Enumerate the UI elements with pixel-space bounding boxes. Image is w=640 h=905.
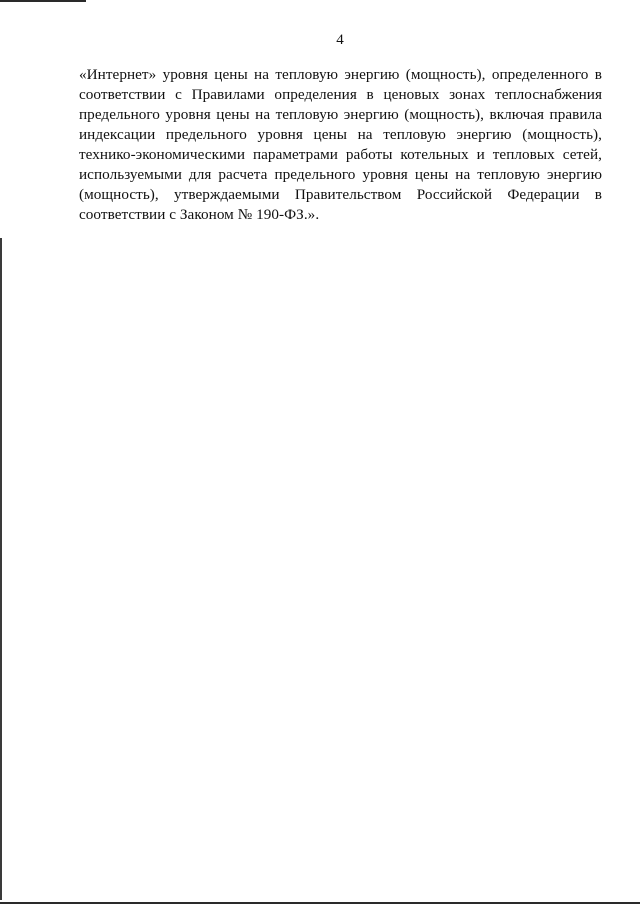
scan-edge-top bbox=[0, 0, 86, 2]
scan-edge-left bbox=[0, 238, 2, 900]
page-number: 4 bbox=[336, 32, 344, 48]
scan-edge-bottom bbox=[0, 902, 640, 904]
body-paragraph: «Интернет» уровня цены на тепловую энергию (мощность), определенного в соответствии с Правилами определения в ценовых зонах теплоснабжения предельного уровня цены на тепловую энергию (мощность), включая правила индексации предельного уровня цены на тепловую энергию (мощность), технико-экономическими параметрами работы котельных и тепловых сетей, используемыми для расчета предельного уровня цены на тепловую энергию (мощность), утверждаемыми Правительством Российской Федерации в соответствии с Законом № 190-ФЗ.». bbox=[79, 66, 602, 223]
